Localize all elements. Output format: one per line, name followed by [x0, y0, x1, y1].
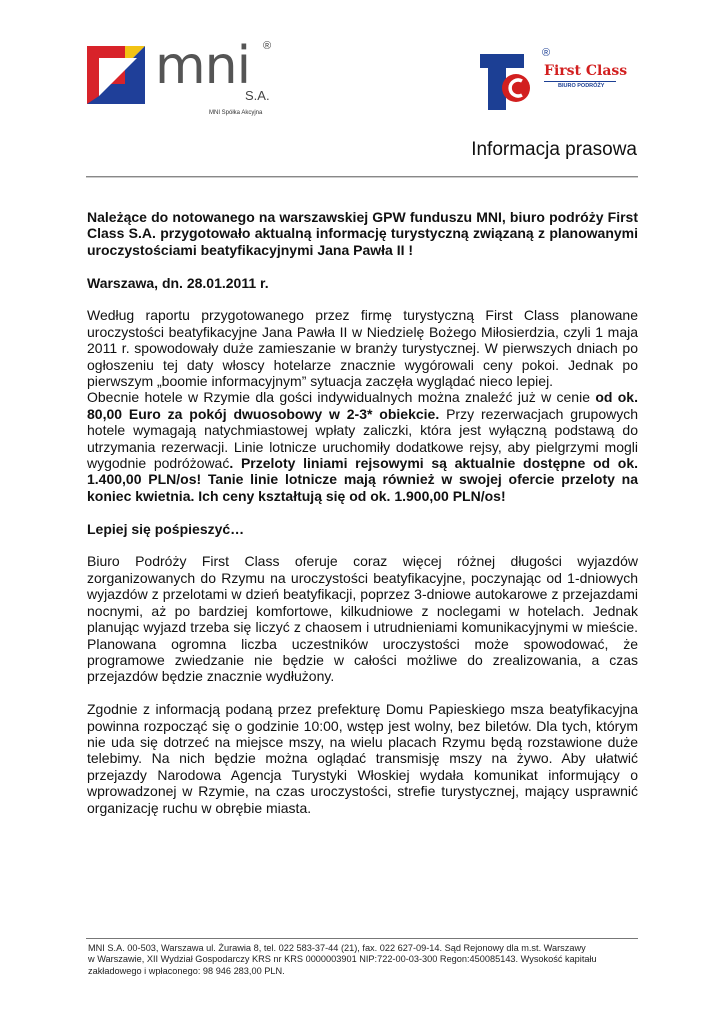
- header-divider: [86, 176, 638, 178]
- first-class-logo: [472, 46, 628, 116]
- mni-subtitle: MNI Spółka Akcyjna: [209, 110, 263, 116]
- paragraph-2: [87, 389, 638, 504]
- paragraph-1: Według raportu przygotowanego przez firmę turystyczną First Class planowane uroczystości beatyfikacyjne Jana Pawła II w Niedzielę Bożego Miłosierdzia, czyli 1 maja 2011 r. spowodowały duże zamieszanie w branży turystycznej. W pierwszych dniach po ogłoszeniu tej daty włoscy hotelarze znacznie wygórowali ceny pokoi. Jednak po pierwszym „boomie informacyjnym” sytuacja zaczęła wyglądać nieco lepiej.: [87, 307, 638, 390]
- lead-paragraph: Należące do notowanego na warszawskiej GPW funduszu MNI, biuro podróży First Class S.A. przygotowało aktualną informację turystyczną związaną z planowanymi uroczystościami beatyfikacyjnymi Jana Pawła II !: [87, 209, 638, 258]
- footer-line-3: zakładowego i wpłaconego: 98 946 283,00 PLN.: [88, 965, 285, 976]
- paragraph-2-bold-2: . Przeloty liniami rejsowymi są aktualnie dostępne od ok. 1.400,00 PLN/os! Tanie linie lotnicze mają również w swojej ofercie przeloty na koniec kwietnia. Ich ceny kształtują się od ok. 1.900,00 PLN/os!: [87, 455, 639, 504]
- paragraph-2-text-1: Obecnie hotele w Rzymie dla gości indywidualnych można znaleźć już w cenie: [87, 389, 596, 406]
- paragraph-4: Zgodnie z informacją podaną przez prefekturę Domu Papieskiego msza beatyfikacyjna powinna rozpocząć się o godzinie 10:00, wstęp jest wolny, bez biletów. Dla tych, którym nie uda się dotrzeć na miejsce mszy, na wielu placach Rzymu będą rozstawione duże telebimy. Na nich będzie można oglądać transmisję mszy na żywo. Aby ułatwić przejazdy Narodowa Agencja Turystyki Włoskiej wydała komunikat informujący o wprowadzonej w Rzymie, na czas uroczystości, strefie turystycznej, mający usprawnić organizację ruchu w obrębie miasta.: [87, 701, 638, 816]
- dateline: Warszawa, dn. 28.01.2011 r.: [87, 274, 269, 291]
- footer-line-1: MNI S.A. 00-503, Warszawa ul. Żurawia 8, tel. 022 583-37-44 (21), fax. 022 627-09-14. Sąd Rejonowy dla m.st. Warszawy: [88, 943, 586, 953]
- mni-suffix: S.A.: [245, 88, 270, 103]
- first-class-mark-icon: [472, 46, 542, 116]
- mni-wordmark: mni: [155, 36, 251, 96]
- paragraph-2-text-2: Przy rezerwacjach grupowych hotele wymagają natychmiastowej wpłaty zaliczki, która jest wyłączną podstawą do utrzymania rezerwacji. Linie lotnicze uruchomiły dodatkowe rejsy, aby pielgrzymi mogli wygodnie podróżować: [87, 405, 638, 472]
- fc-name: First Class: [544, 63, 628, 79]
- press-release-body: [87, 209, 638, 816]
- fc-registered-mark: ®: [542, 47, 551, 59]
- section-subheading: Lepiej się pośpieszyć…: [87, 520, 245, 537]
- mni-logo: [85, 36, 285, 124]
- footer-divider: [86, 938, 638, 939]
- mni-registered-mark: ®: [263, 40, 272, 52]
- paragraph-2-bold-1: od ok. 80,00 Euro za pokój dwuosobowy w 2-3* obiekcie.: [87, 389, 638, 422]
- footer-line-2: w Warszawie, XII Wydział Gospodarczy KRS nr KRS 0000003901 NIP:722-00-03-300 Regon:450085143. Wysokość kapitału: [88, 954, 597, 965]
- fc-subtitle: BIURO PODRÓŻY: [558, 83, 605, 89]
- fc-divider: [544, 81, 616, 82]
- mni-logo-mark-icon: [85, 44, 147, 106]
- paragraph-3: Biuro Podróży First Class oferuje coraz więcej różnej długości wyjazdów zorganizowanych do Rzymu na uroczystości beatyfikacyjne, poczynając od 1-dniowych wyjazdów z przelotami w dzień beatyfikacji, poprzez 3-dniowe autokarowe z przejazdami nocnymi, aż po bardziej komfortowe, kilkudniowe z noclegami w hotelach. Jednak planując wyjazd trzeba się liczyć z chaosem i utrudnieniami komunikacyjnymi w mieście. Planowana ogromna liczba uczestników uroczystości może spowodować, że programowe zwiedzanie nie będzie w całości możliwe do zrealizowania, a czas przejazdów będzie znacznie wydłużony.: [87, 553, 638, 685]
- footer: [88, 943, 638, 977]
- document-type-title: Informacja prasowa: [471, 139, 637, 160]
